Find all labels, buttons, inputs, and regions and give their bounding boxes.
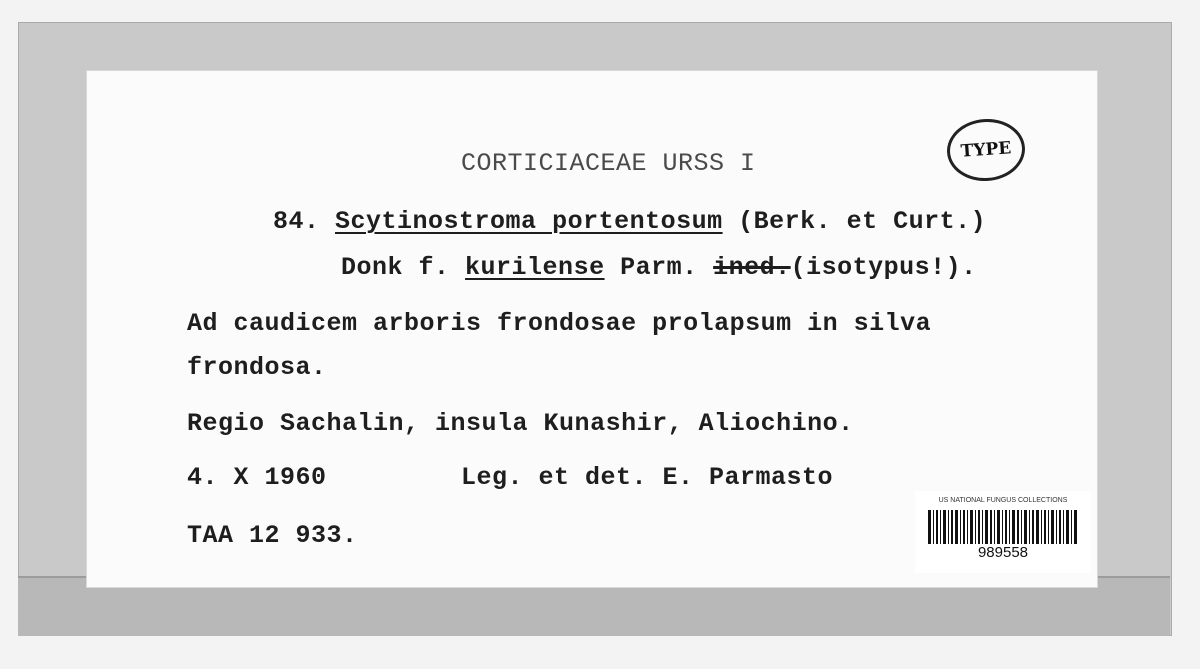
barcode-number: 989558 [977,544,1029,561]
taxon-line-1 [273,207,986,236]
taxon-name: Scytinostroma portentosum [335,207,723,236]
forma-name: kurilense [465,253,605,282]
taxon-authors: (Berk. et Curt.) [738,207,987,236]
family-heading: CORTICIACEAE URSS I [461,149,756,178]
habitat-line-1: Ad caudicem arboris frondosae prolapsum in silva [187,309,932,338]
isotypus-status: (isotypus!). [790,253,977,282]
taxon-line-2 [341,253,977,282]
specimen-label [86,70,1098,588]
specimen-number: 84. [273,207,320,236]
collector-line: Leg. et det. E. Parmasto [461,463,834,492]
type-stamp: TYPE [945,116,1027,183]
accession-number: TAA 12 933. [187,521,358,550]
struck-ined: ined. [713,253,791,282]
barcode-title: US NATIONAL FUNGUS COLLECTIONS [938,497,1068,504]
donk-author: Donk f. [341,253,450,282]
forma-author: Parm. [620,253,698,282]
locality-line: Regio Sachalin, insula Kunashir, Aliochino. [187,409,854,438]
collection-date: 4. X 1960 [187,463,327,492]
barcode-icon [928,510,1078,544]
habitat-line-2: frondosa. [187,353,327,382]
barcode-label [915,491,1091,573]
